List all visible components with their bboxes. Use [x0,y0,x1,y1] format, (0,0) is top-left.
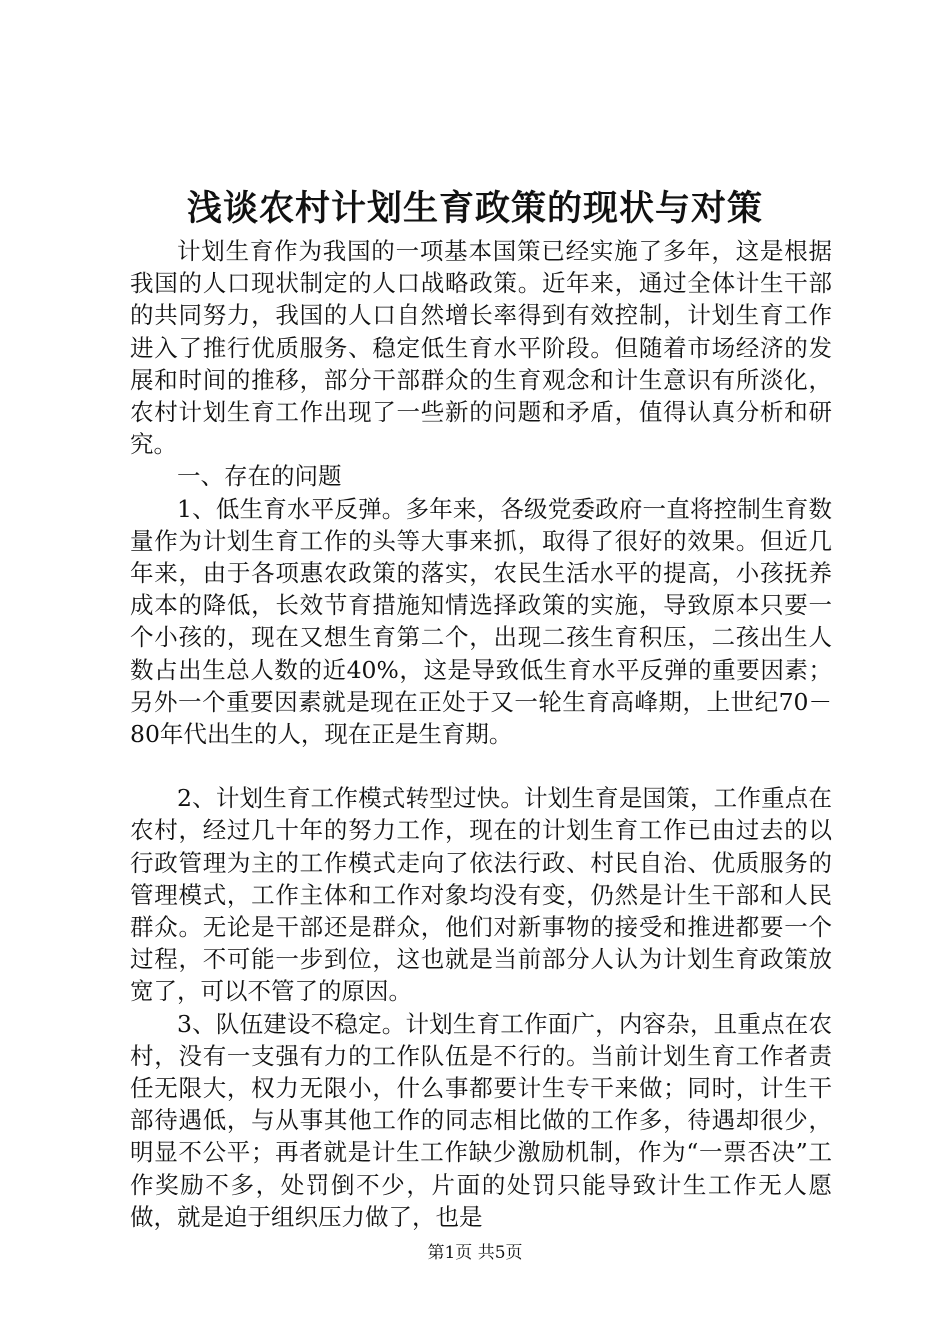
page-footer: 第1页 共5页 [427,1243,523,1263]
paragraph-problem-2: 2、计划生育工作模式转型过快。计划生育是国策，工作重点在农村，经过几十年的努力工作，现在的计划生育工作已由过去的以行政管理为主的工作模式走向了依法行政、村民自治、优质服务的管理模式，工作主体和工作对象均没有变，仍然是计生干部和人民群众。无论是干部还是群众，他们对新事物的接受和推进都要一个过程，不可能一步到位，这也就是当前部分人认为计划生育政策放宽了，可以不管了的原因。 [130,784,832,1006]
document-body [130,235,832,1233]
paragraph-intro: 计划生育作为我国的一项基本国策已经实施了多年，这是根据我国的人口现状制定的人口战略政策。近年来，通过全体计生干部的共同努力，我国的人口自然增长率得到有效控制，计划生育工作进入了推行优质服务、稳定低生育水平阶段。但随着市场经济的发展和时间的推移，部分干部群众的生育观念和计生意识有所淡化，农村计划生育工作出现了一些新的问题和矛盾，值得认真分析和研究。 [130,237,832,459]
paragraph-problem-3: 3、队伍建设不稳定。计划生育工作面广，内容杂，且重点在农村，没有一支强有力的工作队伍是不行的。当前计划生育工作者责任无限大，权力无限小，什么事都要计生专干来做；同时，计生干部待遇低，与从事其他工作的同志相比做的工作多，待遇却很少，明显不公平；再者就是计生工作缺少激励机制，作为“一票否决”工作奖励不多，处罚倒不少，片面的处罚只能导致计生工作无人愿做，就是迫于组织压力做了，也是 [130,1009,832,1231]
paragraph-problem-1: 1、低生育水平反弹。多年来，各级党委政府一直将控制生育数量作为计划生育工作的头等大事来抓，取得了很好的效果。但近几年来，由于各项惠农政策的落实，农民生活水平的提高，小孩抚养成本的降低，长效节育措施知情选择政策的实施，导致原本只要一个小孩的，现在又想生育第二个，出现二孩生育积压，二孩出生人数占出生总人数的近40%，这是导致低生育水平反弹的重要因素；另外一个重要因素就是现在正处于又一轮生育高峰期，上世纪70－80年代出生的人，现在正是生育期。 [130,494,832,749]
document-title: 浅谈农村计划生育政策的现状与对策 [186,188,763,229]
section-heading-problems: 一、存在的问题 [177,462,342,491]
